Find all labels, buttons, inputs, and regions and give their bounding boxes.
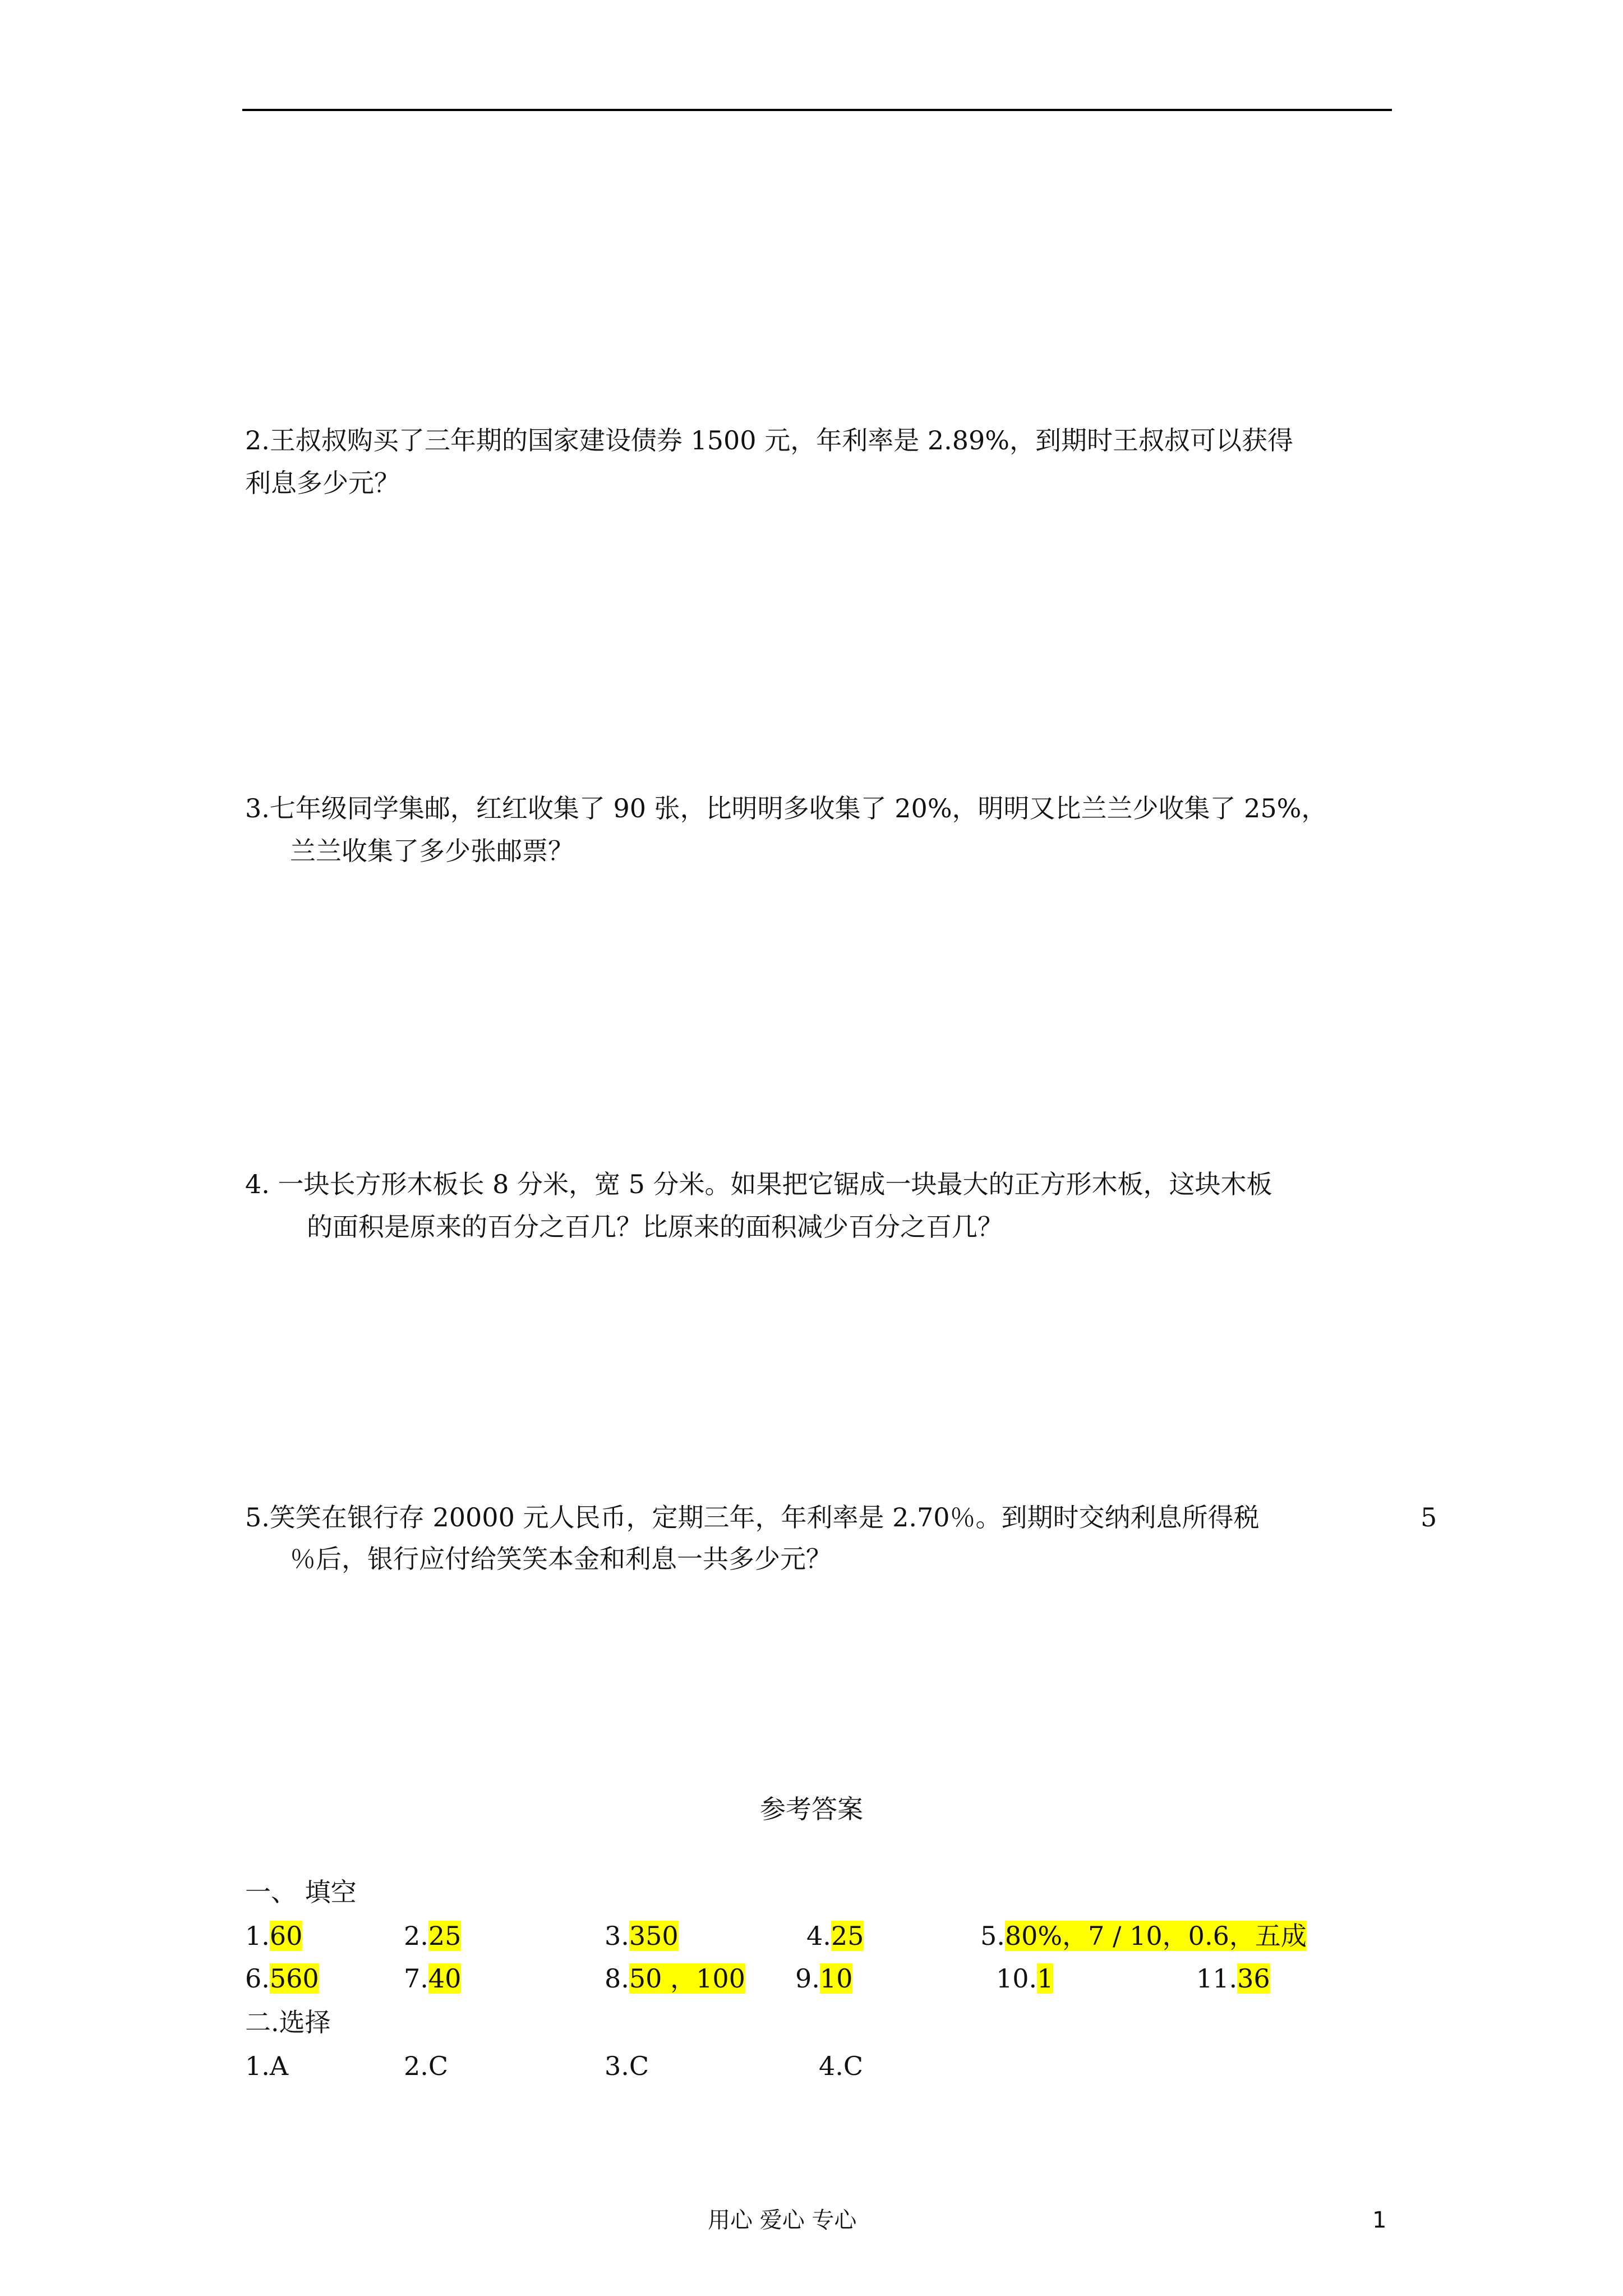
- answer-value: 60: [269, 1921, 303, 1951]
- choice-answer-4: 4.C: [819, 2051, 864, 2081]
- answer-number: 10.: [996, 1963, 1038, 1994]
- answer-number: 5.: [980, 1921, 1005, 1951]
- question-3-line-1: 3.七年级同学集邮，红红收集了 90 张，比明明多收集了 20%，明明又比兰兰少收集了 25%，: [245, 793, 1327, 823]
- section-2-title: 二.选择: [245, 2007, 331, 2037]
- question-2-line-1: 2.王叔叔购买了三年期的国家建设债券 1500 元，年利率是 2.89%，到期时王叔叔可以获得: [245, 425, 1293, 455]
- page-number: 1: [1372, 2207, 1387, 2233]
- answer-value: 25: [831, 1921, 864, 1951]
- fill-answer-4: [806, 1923, 864, 1949]
- answer-number: 6.: [245, 1963, 270, 1994]
- answer-number: 4.: [806, 1921, 831, 1951]
- fill-answer-6: [245, 1963, 319, 1994]
- answer-number: 7.: [404, 1963, 428, 1994]
- question-3-line-2: 兰兰收集了多少张邮票？: [290, 836, 574, 866]
- question-2-line-2: 利息多少元？: [245, 468, 400, 498]
- answer-value: 10: [819, 1963, 853, 1994]
- choice-answer-2: 2.C: [404, 2051, 449, 2081]
- answer-value: 560: [269, 1963, 319, 1994]
- choice-answer-3: 3.C: [605, 2051, 649, 2081]
- fill-answer-3: [605, 1923, 679, 1949]
- question-4-line-2: 的面积是原来的百分之百几？比原来的面积减少百分之百几？: [307, 1212, 1003, 1242]
- answer-value: 350: [629, 1921, 679, 1951]
- answer-number: 8.: [605, 1963, 629, 1994]
- question-4-line-1: 4. 一块长方形木板长 8 分米，宽 5 分米。如果把它锯成一块最大的正方形木板，这块木板: [245, 1169, 1272, 1199]
- answer-number: 1.: [245, 1921, 270, 1951]
- question-5-line-2: ％后，银行应付给笑笑本金和利息一共多少元？: [290, 1544, 832, 1574]
- section-1-title: 一、 填空: [245, 1877, 357, 1907]
- answer-number: 3.: [605, 1921, 629, 1951]
- answer-number: 9.: [795, 1963, 820, 1994]
- fill-answer-7: [404, 1963, 462, 1994]
- fill-answer-5: [980, 1923, 1307, 1949]
- header-rule: [242, 109, 1392, 111]
- answer-value: 50 ，100: [629, 1963, 745, 1994]
- fill-answer-10: [996, 1963, 1054, 1994]
- footer-slogan: 用心 爱心 专心: [708, 2207, 857, 2233]
- question-5-line-1-suffix: 5: [1421, 1502, 1437, 1533]
- fill-answer-8: [605, 1963, 745, 1994]
- answer-number: 2.: [404, 1921, 428, 1951]
- answer-value: 25: [428, 1921, 462, 1951]
- answer-value: 80%，7 / 10，0.6，五成: [1004, 1921, 1307, 1951]
- answers-title: 参考答案: [760, 1794, 863, 1824]
- answer-number: 11.: [1196, 1963, 1238, 1994]
- fill-answer-2: [404, 1923, 461, 1949]
- fill-answer-9: [795, 1963, 853, 1994]
- answer-value: 1: [1037, 1963, 1054, 1994]
- answer-value: 36: [1237, 1963, 1270, 1994]
- fill-answer-11: [1196, 1963, 1270, 1994]
- answer-value: 40: [428, 1963, 462, 1994]
- fill-answer-1: [245, 1923, 302, 1949]
- question-5-line-1: 5.笑笑在银行存 20000 元人民币，定期三年，年利率是 2.70％。到期时交纳利息所得税: [245, 1502, 1260, 1533]
- choice-answer-1: 1.A: [245, 2051, 289, 2081]
